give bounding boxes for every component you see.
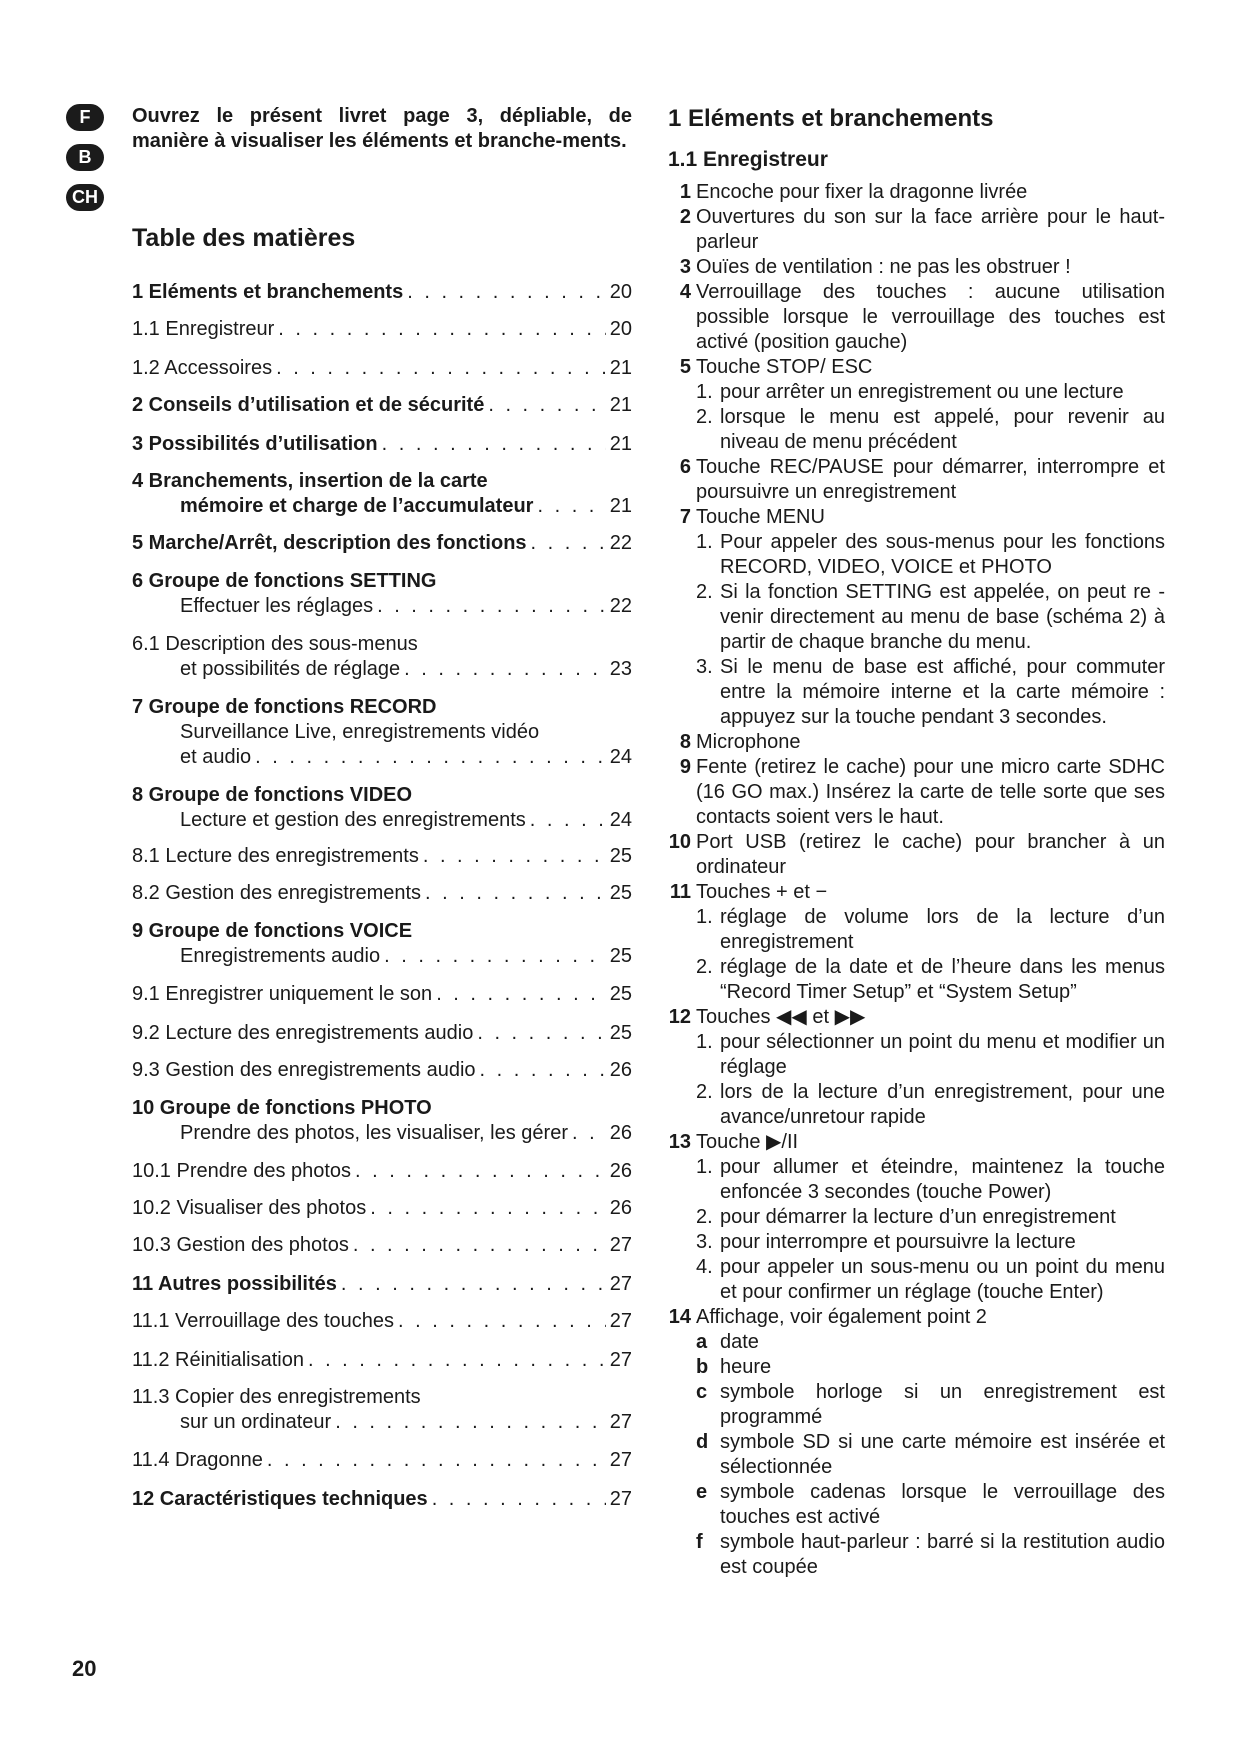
subitem-marker: e (696, 1481, 708, 1503)
subitem-marker: 3. (696, 656, 713, 678)
toc-entry-title: 11.4 Dragonne (132, 1449, 263, 1471)
toc-leader-dots (278, 317, 605, 342)
toc-entry-title: 1 Eléments et branchements (132, 281, 404, 303)
toc-entry-title: 1.2 Accessoires (132, 357, 273, 379)
subitem-text: pour appeler un sous-menu ou un point du menu et pour confirmer un réglage (touche Enter) (720, 1256, 1165, 1303)
toc-page-number: 20 (609, 281, 632, 303)
element-subitem (696, 1080, 1165, 1130)
toc-leader-dots (423, 844, 606, 869)
element-subitem (696, 1255, 1165, 1305)
toc-entry (132, 919, 632, 969)
element-description: Touche MENU (696, 506, 825, 528)
subitem-marker: 1. (696, 531, 713, 553)
element-subitem (696, 1530, 1165, 1580)
toc-page-number: 27 (609, 1449, 632, 1471)
toc-page-number: 23 (609, 658, 632, 680)
toc-entry-title: 8.2 Gestion des enregistrements (132, 882, 422, 904)
element-description: Ouïes de ventilation : ne pas les obstruer ! (696, 256, 1071, 278)
toc-entry-title: Effectuer les réglages (180, 595, 374, 617)
element-number: 3 (679, 256, 691, 278)
subitem-text: réglage de la date et de l’heure dans les menus “Record Timer Setup” et “System Setup” (720, 956, 1165, 1003)
toc-entry (132, 881, 632, 906)
element-subitem (696, 1430, 1165, 1480)
toc-leader-dots (382, 432, 606, 457)
element-description: Ouvertures du son sur la face arrière pour le haut-parleur (696, 206, 1165, 253)
toc-entry-title: 9.3 Gestion des enregistrements audio (132, 1059, 476, 1081)
toc-entry (132, 844, 632, 869)
toc-page-number: 26 (609, 1160, 632, 1182)
toc-entry (132, 432, 632, 457)
toc-entry-title: 10.2 Visualiser des photos (132, 1197, 367, 1219)
toc-entry-title: Enregistrements audio (180, 945, 381, 967)
toc-entry-title: mémoire et charge de l’accumulateur (180, 495, 534, 517)
subitem-marker: a (696, 1331, 708, 1353)
toc-page-number: 20 (609, 318, 632, 340)
toc-entry-title: Lecture et gestion des enregistrements (180, 809, 526, 831)
element-number: 1 (679, 181, 691, 203)
element-item (668, 505, 1165, 530)
toc-page-number: 27 (609, 1411, 632, 1433)
toc-leader-dots (308, 1348, 606, 1373)
element-description: Touche STOP/ ESC (696, 356, 873, 378)
subitem-marker: 1. (696, 906, 713, 928)
element-item (668, 355, 1165, 380)
subitem-text: Si la fonction SETTING est appelée, on peut re - venir directement au menu de base (schéma 2) à partir de chaque branche du menu. (720, 581, 1165, 653)
toc-leader-dots (341, 1272, 606, 1297)
element-item (668, 830, 1165, 880)
toc-entry-title: et possibilités de réglage (180, 658, 401, 680)
toc-leader-dots (384, 944, 606, 969)
subitem-text: pour démarrer la lecture d’un enregistrement (720, 1206, 1116, 1228)
toc-entry-title: 9.2 Lecture des enregistrements audio (132, 1022, 474, 1044)
element-number: 8 (679, 731, 691, 753)
toc-page-number: 25 (609, 1022, 632, 1044)
toc-entry-title: 10.1 Prendre des photos (132, 1160, 352, 1182)
toc-entry (132, 1448, 632, 1473)
toc-entry-title: 2 Conseils d’utilisation et de sécurité (132, 394, 485, 416)
toc-page-number: 21 (609, 433, 632, 455)
subitem-text: réglage de volume lors de la lecture d’un enregistrement (720, 906, 1165, 953)
element-number: 7 (679, 506, 691, 528)
element-number: 6 (679, 456, 691, 478)
element-number: 2 (679, 206, 691, 228)
subitem-marker: b (696, 1356, 709, 1378)
element-description: Touches + et − (696, 881, 828, 903)
toc-leader-dots (572, 1121, 606, 1146)
toc-leader-dots (488, 393, 605, 418)
element-subitem (696, 655, 1165, 730)
element-description: Touches ◀◀ et ▶▶ (696, 1006, 866, 1028)
element-item (668, 255, 1165, 280)
element-number: 4 (679, 281, 691, 303)
toc-page-number: 27 (609, 1310, 632, 1332)
toc-entry (132, 632, 632, 682)
element-subitem (696, 580, 1165, 655)
toc-leader-dots (404, 657, 606, 682)
subitem-text: lorsque le menu est appelé, pour revenir au niveau de menu précédent (720, 406, 1165, 453)
toc-entry (132, 317, 632, 342)
subitem-text: lors de la lecture d’un enregistrement, pour une avance/unretour rapide (720, 1081, 1165, 1128)
element-number: 13 (668, 1131, 691, 1153)
page-number: 20 (72, 1656, 97, 1681)
toc-entry-title: 5 Marche/Arrêt, description des fonctions (132, 532, 527, 554)
language-badge: B (66, 144, 104, 171)
subitem-text: pour allumer et éteindre, maintenez la touche enfoncée 3 secondes (touche Power) (720, 1156, 1165, 1203)
toc-leader-dots (267, 1448, 606, 1473)
toc-entry-title: 11 Autres possibilités (132, 1273, 337, 1295)
toc-leader-dots (353, 1233, 606, 1258)
element-item (668, 280, 1165, 355)
element-number: 5 (679, 356, 691, 378)
subitem-text: pour interrompre et poursuivre la lecture (720, 1231, 1076, 1253)
toc-page-number: 27 (609, 1273, 632, 1295)
element-item (668, 1130, 1165, 1155)
toc-entry (132, 1196, 632, 1221)
toc-entry-title: 6.1 Description des sous-menus (132, 633, 418, 655)
element-description: Affichage, voir également point 2 (696, 1306, 987, 1328)
table-of-contents (132, 268, 632, 1512)
toc-leader-dots (377, 594, 606, 619)
toc-entry-title: 8 Groupe de fonctions VIDEO (132, 784, 413, 806)
toc-page-number: 22 (609, 595, 632, 617)
toc-entry (132, 695, 632, 770)
toc-leader-dots (530, 808, 606, 833)
subitem-text: Pour appeler des sous-menus pour les fonctions RECORD, VIDEO, VOICE et PHOTO (720, 531, 1165, 578)
intro-text: Ouvrez le présent livret page 3, dépliable, de manière à visualiser les éléments et branche-ments. (132, 105, 632, 152)
toc-entry (132, 1233, 632, 1258)
element-subitem (696, 1230, 1165, 1255)
toc-page-number: 27 (609, 1488, 632, 1510)
toc-leader-dots (407, 280, 606, 305)
toc-leader-dots (425, 881, 606, 906)
element-description: Encoche pour fixer la dragonne livrée (696, 181, 1028, 203)
toc-leader-dots (398, 1309, 606, 1334)
toc-entry (132, 783, 632, 833)
toc-page-number: 27 (609, 1234, 632, 1256)
toc-leader-dots (370, 1196, 606, 1221)
toc-entry-title: 11.3 Copier des enregistrements (132, 1386, 421, 1408)
toc-entry (132, 356, 632, 381)
toc-page-number: 25 (609, 983, 632, 1005)
toc-entry (132, 1309, 632, 1334)
element-subitem (696, 405, 1165, 455)
toc-entry-title: Surveillance Live, enregistrements vidéo (180, 721, 540, 743)
toc-page-number: 25 (609, 882, 632, 904)
element-subitem (696, 530, 1165, 580)
toc-entry (132, 531, 632, 556)
element-item (668, 180, 1165, 205)
element-description: Touche REC/PAUSE pour démarrer, interrompre et poursuivre un enregistrement (696, 456, 1165, 503)
elements-list (668, 180, 1165, 1580)
toc-leader-dots (255, 745, 606, 770)
toc-page-number: 25 (609, 945, 632, 967)
subitem-marker: 4. (696, 1256, 713, 1278)
element-description: Microphone (696, 731, 801, 753)
toc-entry-title: 9 Groupe de fonctions VOICE (132, 920, 413, 942)
subitem-text: symbole cadenas lorsque le verrouillage des touches est activé (720, 1481, 1165, 1528)
toc-entry (132, 393, 632, 418)
subitem-text: date (720, 1331, 759, 1353)
toc-entry-title: 4 Branchements, insertion de la carte (132, 470, 488, 492)
toc-entry (132, 1348, 632, 1373)
toc-entry-title: 7 Groupe de fonctions RECORD (132, 696, 437, 718)
subitem-text: symbole haut-parleur : barré si la restitution audio est coupée (720, 1531, 1165, 1578)
element-number: 9 (679, 756, 691, 778)
subitem-text: symbole SD si une carte mémoire est insérée et sélectionnée (720, 1431, 1165, 1478)
subitem-text: heure (720, 1356, 772, 1378)
toc-page-number: 25 (609, 845, 632, 867)
toc-page-number: 21 (609, 495, 632, 517)
subsection-title: 1.1 Enregistreur (668, 148, 828, 171)
element-item (668, 880, 1165, 905)
element-subitem (696, 1480, 1165, 1530)
element-subitem (696, 1330, 1165, 1355)
toc-leader-dots (436, 982, 606, 1007)
toc-entry (132, 1021, 632, 1046)
toc-leader-dots (537, 494, 605, 519)
element-subitem (696, 1030, 1165, 1080)
subitem-marker: f (696, 1531, 703, 1553)
toc-entry-title: et audio (180, 746, 252, 768)
toc-entry-title: 3 Possibilités d’utilisation (132, 433, 378, 455)
toc-page-number: 26 (609, 1197, 632, 1219)
toc-page-number: 21 (609, 394, 632, 416)
toc-entry-title: 9.1 Enregistrer uniquement le son (132, 983, 433, 1005)
toc-leader-dots (335, 1410, 606, 1435)
element-number: 12 (668, 1006, 691, 1028)
language-badge: CH (66, 184, 104, 211)
toc-entry-title: 6 Groupe de fonctions SETTING (132, 570, 437, 592)
element-item (668, 755, 1165, 830)
toc-entry (132, 1385, 632, 1435)
element-subitem (696, 1355, 1165, 1380)
subitem-text: symbole horloge si un enregistrement est programmé (720, 1381, 1165, 1428)
element-number: 14 (668, 1306, 691, 1328)
language-badge: F (66, 104, 104, 131)
toc-entry-title: 10 Groupe de fonctions PHOTO (132, 1097, 432, 1119)
section-title: 1 Eléments et branchements (668, 105, 994, 132)
subitem-text: pour sélectionner un point du menu et modifier un réglage (720, 1031, 1165, 1078)
toc-entry-title: 8.1 Lecture des enregistrements (132, 845, 419, 867)
element-item (668, 730, 1165, 755)
toc-entry-title: 11.1 Verrouillage des touches (132, 1310, 395, 1332)
subitem-marker: 1. (696, 1031, 713, 1053)
element-subitem (696, 1380, 1165, 1430)
element-description: Fente (retirez le cache) pour une micro carte SDHC (16 GO max.) Insérez la carte de telle sorte que ses contacts soient vers le haut. (696, 756, 1165, 828)
toc-entry (132, 1272, 632, 1297)
subitem-marker: 2. (696, 406, 713, 428)
subitem-marker: d (696, 1431, 709, 1453)
subitem-marker: 1. (696, 1156, 713, 1178)
toc-entry (132, 569, 632, 619)
toc-entry-title: 10.3 Gestion des photos (132, 1234, 349, 1256)
element-description: Verrouillage des touches : aucune utilisation possible lorsque le verrouillage des touches est activé (position gauche) (696, 281, 1165, 353)
subitem-text: Si le menu de base est affiché, pour commuter entre la mémoire interne et la carte mémoire : appuyez sur la touche pendant 3 secondes. (720, 656, 1165, 728)
subitem-marker: c (696, 1381, 708, 1403)
toc-entry-title: sur un ordinateur (180, 1411, 332, 1433)
toc-title: Table des matières (132, 224, 356, 252)
element-item (668, 1005, 1165, 1030)
toc-leader-dots (477, 1021, 605, 1046)
subitem-marker: 1. (696, 381, 713, 403)
subitem-marker: 2. (696, 1206, 713, 1228)
element-subitem (696, 905, 1165, 955)
toc-page-number: 21 (609, 357, 632, 379)
toc-page-number: 24 (609, 809, 632, 831)
toc-page-number: 27 (609, 1349, 632, 1371)
element-number: 11 (669, 881, 691, 903)
toc-leader-dots (432, 1487, 606, 1512)
toc-entry-title: 12 Caractéristiques techniques (132, 1488, 428, 1510)
toc-entry-title: 11.2 Réinitialisation (132, 1349, 304, 1371)
toc-leader-dots (276, 356, 606, 381)
toc-leader-dots (355, 1159, 606, 1184)
element-number: 10 (668, 831, 691, 853)
toc-entry-title: Prendre des photos, les visualiser, les gérer (180, 1122, 568, 1144)
element-subitem (696, 380, 1165, 405)
toc-entry (132, 1058, 632, 1083)
toc-entry-title: 1.1 Enregistreur (132, 318, 275, 340)
subitem-marker: 2. (696, 1081, 713, 1103)
subitem-marker: 2. (696, 581, 713, 603)
element-subitem (696, 1205, 1165, 1230)
subitem-text: pour arrêter un enregistrement ou une lecture (720, 381, 1124, 403)
element-description: Touche ▶/II (696, 1131, 799, 1153)
toc-entry (132, 469, 632, 519)
toc-page-number: 22 (609, 532, 632, 554)
element-item (668, 455, 1165, 505)
element-subitem (696, 955, 1165, 1005)
element-subitem (696, 1155, 1165, 1205)
toc-leader-dots (480, 1058, 606, 1083)
toc-entry (132, 982, 632, 1007)
subitem-marker: 2. (696, 956, 713, 978)
toc-entry (132, 1096, 632, 1146)
toc-entry (132, 1159, 632, 1184)
toc-entry (132, 1487, 632, 1512)
toc-entry (132, 280, 632, 305)
subitem-marker: 3. (696, 1231, 713, 1253)
element-item (668, 205, 1165, 255)
elements-section (668, 104, 1165, 1580)
toc-page-number: 26 (609, 1122, 632, 1144)
toc-page-number: 26 (609, 1059, 632, 1081)
toc-page-number: 24 (609, 746, 632, 768)
toc-leader-dots (531, 531, 606, 556)
element-item (668, 1305, 1165, 1330)
element-description: Port USB (retirez le cache) pour brancher à un ordinateur (696, 831, 1165, 878)
